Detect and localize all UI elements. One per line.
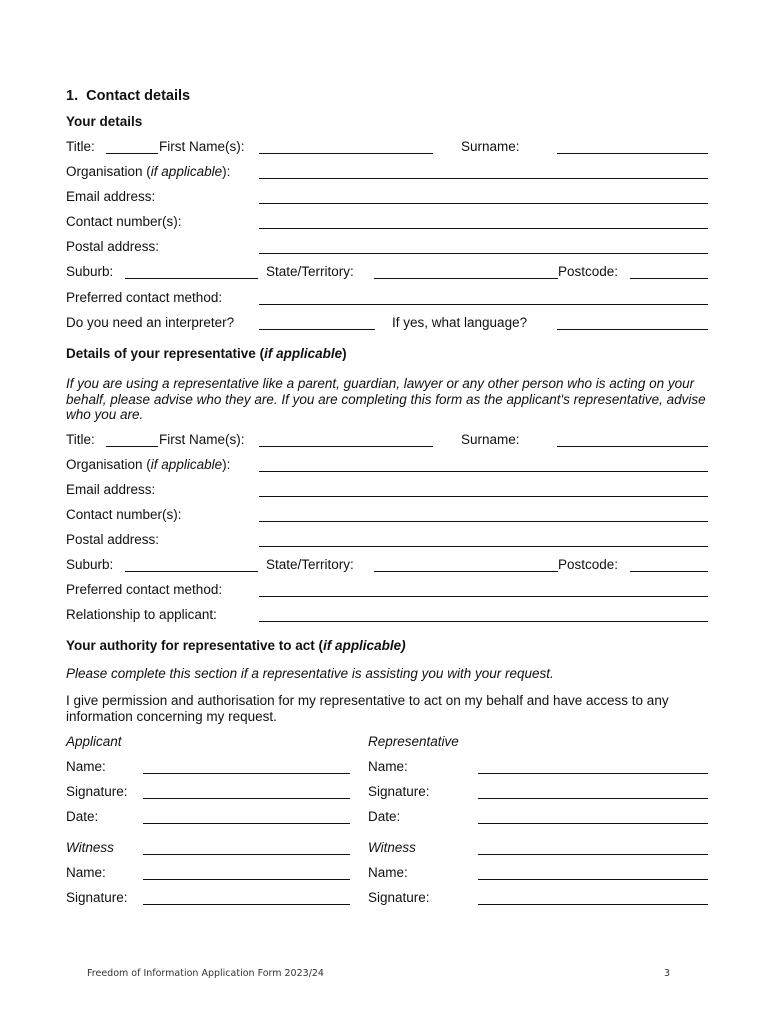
first-name-field[interactable]	[259, 153, 433, 154]
preferred-contact-field[interactable]	[259, 304, 708, 305]
rep-postcode-label: Postcode:	[558, 557, 619, 572]
suburb-label: Suburb:	[66, 264, 114, 279]
interpreter-field[interactable]	[259, 329, 375, 330]
rep-first-name-field[interactable]	[259, 446, 433, 447]
rep-postcode-field[interactable]	[630, 571, 708, 572]
rep-state-field[interactable]	[374, 571, 558, 572]
applicant-witness-field[interactable]	[143, 854, 350, 855]
representative-note: If you are using a representative like a parent, guardian, lawyer or any other person who is acting on your behalf, please advise who they are. If you are completing this form as the applicant's representative, advise who you are.	[66, 376, 706, 422]
section-title: Contact details	[86, 88, 191, 104]
rep-postal-address-field[interactable]	[259, 546, 708, 547]
organisation-label: Organisation (if applicable):	[66, 164, 231, 179]
suburb-field[interactable]	[125, 278, 258, 279]
postcode-label: Postcode:	[558, 264, 619, 279]
rep-surname-label: Surname:	[461, 432, 520, 447]
rep-first-name-label: First Name(s):	[159, 432, 245, 447]
rep-state-label: State/Territory:	[266, 557, 354, 572]
interpreter-label: Do you need an interpreter?	[66, 315, 235, 330]
title-label: Title:	[66, 139, 95, 154]
applicant-witness-signature-field[interactable]	[143, 904, 350, 905]
footer-form-title: Freedom of Information Application Form 2023/24	[87, 968, 324, 979]
representative-witness-field[interactable]	[478, 854, 708, 855]
surname-field[interactable]	[557, 153, 708, 154]
rep-contact-number-field[interactable]	[259, 521, 708, 522]
postal-address-field[interactable]	[259, 253, 708, 254]
authority-heading: Your authority for representative to act (if applicable)	[66, 638, 406, 653]
rep-email-field[interactable]	[259, 496, 708, 497]
rep-organisation-field[interactable]	[259, 471, 708, 472]
state-label: State/Territory:	[266, 264, 354, 279]
email-label: Email address:	[66, 189, 156, 204]
section-number: 1.	[66, 88, 79, 104]
surname-label: Surname:	[461, 139, 520, 154]
applicant-name-label: Name:	[66, 759, 106, 774]
contact-number-field[interactable]	[259, 228, 708, 229]
first-name-label: First Name(s):	[159, 139, 245, 154]
authority-instruction: Please complete this section if a representative is assisting you with your request.	[66, 666, 554, 681]
language-label: If yes, what language?	[392, 315, 528, 330]
applicant-name-field[interactable]	[143, 773, 350, 774]
rep-suburb-field[interactable]	[125, 571, 258, 572]
rep-preferred-contact-field[interactable]	[259, 596, 708, 597]
relationship-field[interactable]	[259, 621, 708, 622]
contact-number-label: Contact number(s):	[66, 214, 182, 229]
rep-organisation-label: Organisation (if applicable):	[66, 457, 231, 472]
organisation-field[interactable]	[259, 178, 708, 179]
representative-signature-field[interactable]	[478, 798, 708, 799]
rep-postal-address-label: Postal address:	[66, 532, 160, 547]
postal-address-label: Postal address:	[66, 239, 160, 254]
representative-witness-name-label: Name:	[368, 865, 408, 880]
rep-email-label: Email address:	[66, 482, 156, 497]
representative-name-label: Name:	[368, 759, 408, 774]
representative-witness-name-field[interactable]	[478, 879, 708, 880]
postcode-field[interactable]	[630, 278, 708, 279]
state-field[interactable]	[374, 278, 558, 279]
rep-title-field[interactable]	[106, 446, 158, 447]
applicant-signature-field[interactable]	[143, 798, 350, 799]
your-details-heading: Your details	[66, 114, 143, 129]
footer-page-number: 3	[664, 968, 671, 979]
rep-title-label: Title:	[66, 432, 95, 447]
rep-contact-number-label: Contact number(s):	[66, 507, 182, 522]
permission-text: I give permission and authorisation for my representative to act on my behalf and have access to any information concerning my request.	[66, 693, 669, 724]
language-field[interactable]	[557, 329, 708, 330]
section-heading	[66, 88, 190, 104]
applicant-signature-label: Signature:	[66, 784, 128, 799]
applicant-heading: Applicant	[66, 734, 122, 749]
applicant-witness-name-label: Name:	[66, 865, 106, 880]
email-field[interactable]	[259, 203, 708, 204]
applicant-witness-label: Witness	[66, 840, 114, 855]
representative-name-field[interactable]	[478, 773, 708, 774]
representative-witness-signature-label: Signature:	[368, 890, 430, 905]
representative-witness-label: Witness	[368, 840, 416, 855]
representative-signature-label: Signature:	[368, 784, 430, 799]
rep-suburb-label: Suburb:	[66, 557, 114, 572]
representative-date-field[interactable]	[478, 823, 708, 824]
relationship-label: Relationship to applicant:	[66, 607, 217, 622]
rep-surname-field[interactable]	[557, 446, 708, 447]
applicant-witness-name-field[interactable]	[143, 879, 350, 880]
representative-date-label: Date:	[368, 809, 401, 824]
representative-witness-signature-field[interactable]	[478, 904, 708, 905]
title-field[interactable]	[106, 153, 158, 154]
representative-column-heading: Representative	[368, 734, 459, 749]
applicant-date-label: Date:	[66, 809, 99, 824]
representative-heading: Details of your representative (if applicable)	[66, 346, 347, 361]
applicant-date-field[interactable]	[143, 823, 350, 824]
preferred-contact-label: Preferred contact method:	[66, 290, 223, 305]
rep-preferred-contact-label: Preferred contact method:	[66, 582, 223, 597]
applicant-witness-signature-label: Signature:	[66, 890, 128, 905]
